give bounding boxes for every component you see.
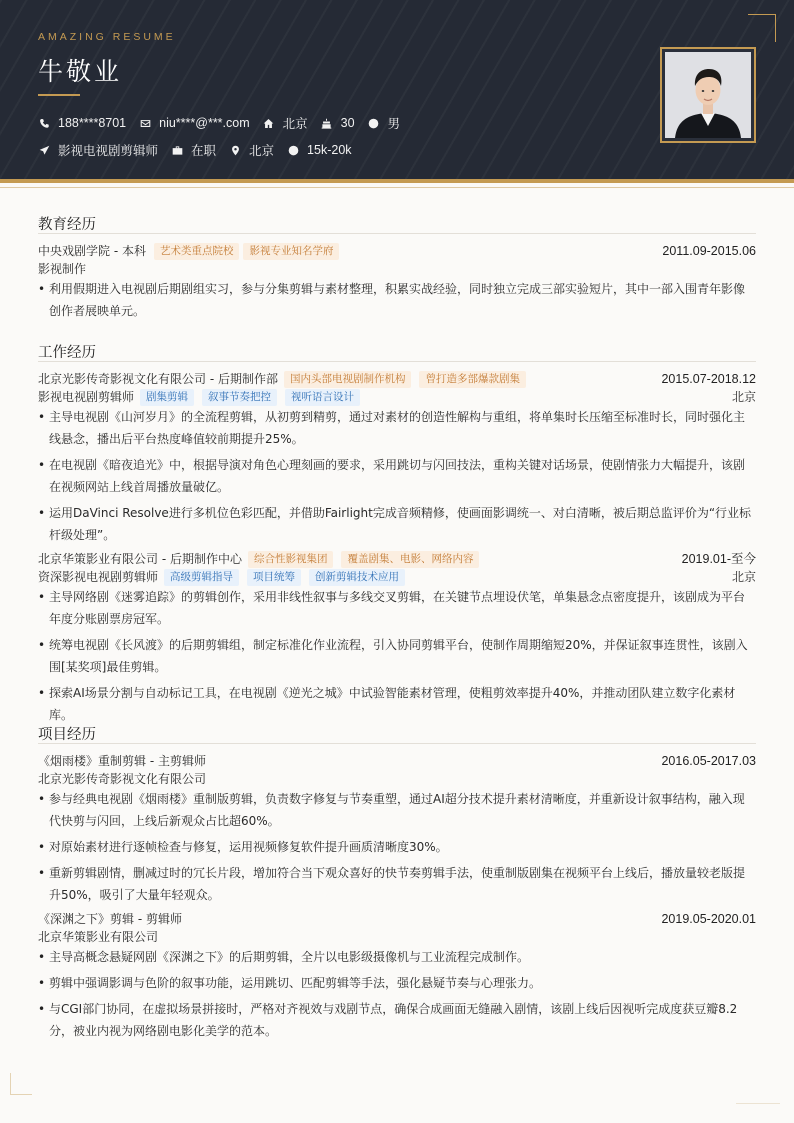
school-tag: 影视专业知名学府	[243, 243, 339, 260]
education-section-rule	[38, 233, 756, 234]
work-section-rule	[38, 361, 756, 362]
project-bullet: • 与CGI部门协同，在虚拟场景拼接时，严格对齐视效与戏剧节点，确保合成画面无缝融入剧情，该剧上线后因视听完成度获豆瓣8.2分，被业内视为网络剧电影化美学的范本。	[38, 998, 756, 1042]
work-bullet: • 统筹电视剧《长风渡》的后期剪辑组，制定标准化作业流程，引入协同剪辑平台，使制作周期缩短20%，并保证叙事连贯性，该剧入围[某奖项]最佳剪辑。	[38, 634, 756, 678]
project-entry-header	[38, 910, 756, 928]
phone-icon	[38, 117, 50, 129]
work-city: 北京	[731, 570, 756, 584]
work-entry-header	[38, 370, 756, 388]
target-city-item	[229, 141, 274, 159]
project-org: 北京华策影业有限公司	[38, 930, 159, 944]
role-tag: 叙事节奏把控	[202, 389, 277, 406]
corner-ornament-bottom-left	[10, 1073, 32, 1095]
gender-item	[368, 114, 401, 132]
age-item	[321, 116, 355, 130]
school-tag: 艺术类重点院校	[154, 243, 240, 260]
work-bullet: • 在电视剧《暗夜追光》中，根据导演对角色心理刻画的要求，采用跳切与闪回技法，重构关键对话场景，使剧情张力大幅提升，该剧在视频网站上线首周播放量破亿。	[38, 454, 756, 498]
cake-icon	[321, 117, 333, 129]
work-entry-header	[38, 550, 756, 568]
company-name: 北京华策影业有限公司 - 后期制作中心	[38, 552, 242, 566]
home-item	[263, 114, 308, 132]
company-tag: 曾打造多部爆款剧集	[419, 371, 526, 388]
corner-ornament-top-right	[748, 14, 776, 42]
salary-text: 15k-20k	[307, 143, 352, 157]
project-bullet: • 对原始素材进行逐帧检查与修复，运用视频修复软件提升画质清晰度30%。	[38, 836, 756, 858]
phone-item	[38, 116, 126, 130]
company-tag: 综合性影视集团	[248, 551, 334, 568]
project-date: 2019.05-2020.01	[661, 912, 756, 926]
school-name: 中央戏剧学院 - 本科	[38, 244, 146, 258]
project-org: 北京光影传奇影视文化有限公司	[38, 772, 207, 786]
corner-ornament-bottom-right	[736, 1103, 780, 1104]
header-divider	[0, 187, 794, 188]
email-text: niu****@***.com	[159, 116, 250, 130]
work-bullet: • 运用DaVinci Resolve进行多机位色彩匹配，并借助Fairlight完成音频精修，使画面影调统一、对白清晰，被后期总监评价为“行业标杆级处理”。	[38, 502, 756, 546]
education-section-title: 教育经历	[38, 217, 96, 233]
work-bullet: • 主导网络剧《迷雾追踪》的剪辑创作，采用非线性叙事与多线交叉剪辑，在关键节点埋设伏笔，单集悬念点密度提升，该剧成为平台年度分账剧票房冠军。	[38, 586, 756, 630]
profile-photo-frame	[660, 47, 756, 143]
projects-section-title: 项目经历	[38, 727, 96, 743]
project-bullet: • 主导高概念悬疑网剧《深渊之下》的后期剪辑，全片以电影级摄像机与工业流程完成制作。	[38, 946, 756, 968]
project-org-line	[38, 928, 756, 946]
location-pin-icon	[229, 144, 241, 156]
gender-text: 男	[387, 117, 401, 131]
profile-photo	[665, 52, 751, 138]
position-item	[38, 141, 158, 159]
major-name: 影视制作	[38, 262, 87, 276]
role-tag: 高级剪辑指导	[164, 569, 239, 586]
candidate-name: 牛敬业	[38, 57, 123, 86]
gender-icon	[368, 117, 380, 129]
work-role-line	[38, 568, 756, 586]
project-entry-header	[38, 752, 756, 770]
age-text: 30	[340, 116, 355, 130]
company-name: 北京光影传奇影视文化有限公司 - 后期制作部	[38, 372, 278, 386]
brand-label: AMAZING RESUME	[38, 31, 176, 43]
status-text: 在职	[191, 144, 217, 158]
project-name: 《烟雨楼》重制剪辑 - 主剪辑师	[38, 754, 206, 768]
target-city-text: 北京	[249, 144, 275, 158]
project-bullet: • 重新剪辑剧情，删减过时的冗长片段，增加符合当下观众喜好的快节奏剪辑手法，使重制版剧集在视频平台上线后，播放量较老版提升50%，吸引了大量年轻观众。	[38, 862, 756, 906]
work-role-line	[38, 388, 756, 406]
mail-icon	[139, 117, 151, 129]
job-intent-row	[38, 141, 365, 159]
work-date: 2019.01-至今	[681, 552, 756, 566]
name-underline	[38, 94, 80, 96]
work-city: 北京	[731, 390, 756, 404]
money-icon	[287, 144, 299, 156]
project-name: 《深渊之下》剪辑 - 剪辑师	[38, 912, 182, 926]
status-item	[171, 141, 216, 159]
work-date: 2015.07-2018.12	[661, 372, 756, 386]
project-bullet: • 剪辑中强调影调与色阶的叙事功能，运用跳切、匹配剪辑等手法，强化悬疑节奏与心理张力。	[38, 972, 756, 994]
role-tag: 项目统筹	[247, 569, 301, 586]
work-bullet: • 主导电视剧《山河岁月》的全流程剪辑，从初剪到精剪，通过对素材的创造性解构与重组，将单集时长压缩至标准时长，同时强化主线悬念，播出后平台热度峰值较前期提升25%。	[38, 406, 756, 450]
company-tag: 覆盖剧集、电影、网络内容	[341, 551, 479, 568]
work-bullet: • 探索AI场景分割与自动标记工具，在电视剧《逆光之城》中试验智能素材管理，使粗剪效率提升40%，并推动团队建立数字化素材库。	[38, 682, 756, 726]
education-major-line	[38, 260, 756, 278]
education-bullet: • 利用假期进入电视剧后期剧组实习，参与分集剪辑与素材整理，积累实战经验，同时独立完成三部实验短片，其中一部入围青年影像创作者展映单元。	[38, 278, 756, 322]
briefcase-icon	[171, 144, 183, 156]
job-role: 影视电视剧剪辑师	[38, 390, 135, 404]
education-date: 2011.09-2015.06	[662, 244, 756, 258]
education-entry-header	[38, 242, 756, 260]
project-bullet: • 参与经典电视剧《烟雨楼》重制版剪辑，负责数字修复与节奏重塑，通过AI超分技术提升素材清晰度，并重新设计叙事结构，融入现代快剪与闪回，上线后新观众占比超60%。	[38, 788, 756, 832]
project-date: 2016.05-2017.03	[661, 754, 756, 768]
position-text: 影视电视剧剪辑师	[58, 144, 159, 158]
home-city-text: 北京	[282, 117, 308, 131]
job-role: 资深影视电视剧剪辑师	[38, 570, 159, 584]
projects-section-rule	[38, 743, 756, 744]
contact-row	[38, 114, 413, 132]
salary-item	[287, 143, 351, 157]
home-icon	[263, 117, 275, 129]
email-item	[139, 116, 250, 130]
project-org-line	[38, 770, 756, 788]
company-tag: 国内头部电视剧制作机构	[284, 371, 412, 388]
phone-text: 188****8701	[58, 116, 127, 130]
role-tag: 创新剪辑技术应用	[309, 569, 405, 586]
work-section-title: 工作经历	[38, 345, 96, 361]
send-icon	[38, 144, 50, 156]
role-tag: 视听语言设计	[285, 389, 360, 406]
role-tag: 剧集剪辑	[140, 389, 194, 406]
